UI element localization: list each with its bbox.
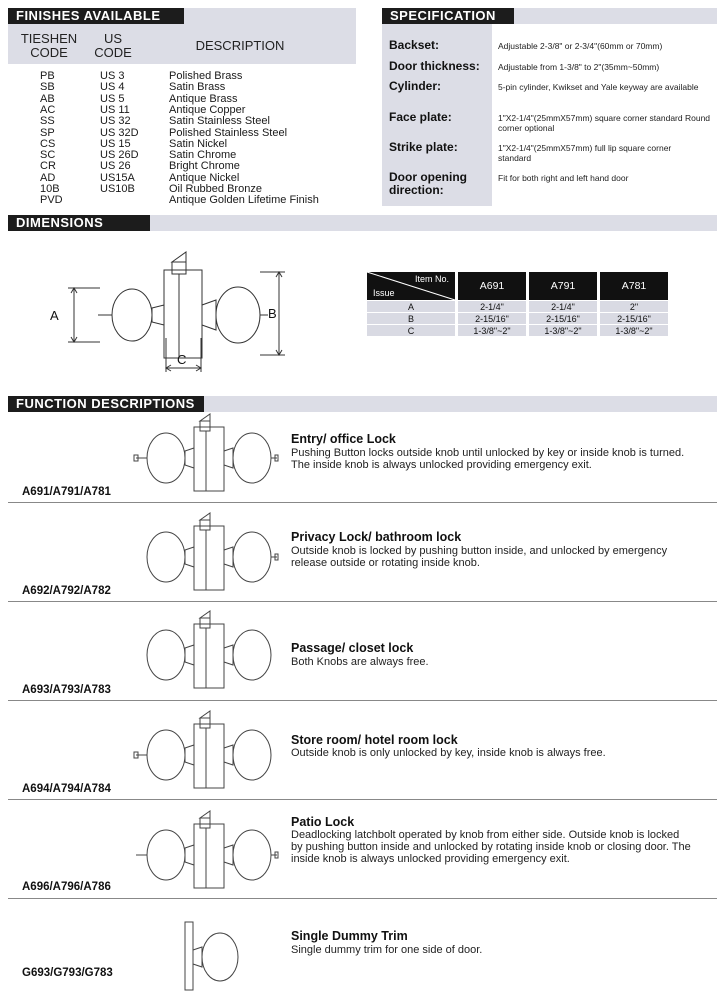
finish-tieshen-code: SP (40, 126, 55, 139)
function-separator (8, 799, 717, 800)
function-description: Both Knobs are always free. (291, 656, 429, 668)
function-description: Outside knob is locked by pushing button inside, and unlocked by emergency release outside or rotating inside knob. (291, 545, 668, 569)
finish-description: Antique Brass (169, 92, 238, 105)
spec-value-face-plate: 1"X2-1/4"(25mmX57mm) square corner standard Round corner optional (498, 113, 711, 133)
finishes-header: FINISHES AVAILABLE (8, 8, 184, 24)
function-title: Single Dummy Trim (291, 929, 408, 943)
dimension-row-b: B 2-15/16" 2-15/16" 2-15/16" (367, 313, 668, 325)
finish-tieshen-code: CR (40, 160, 56, 173)
finish-description: Antique Nickel (169, 171, 240, 184)
spec-value-door-opening: Fit for both right and left hand door (498, 173, 629, 183)
lock-drawing-dummy (130, 912, 280, 1002)
finish-description: Polished Stainless Steel (169, 126, 288, 139)
dimension-table-corner (367, 272, 457, 301)
spec-value-backset: Adjustable 2-3/8" or 2-3/4"(60mm or 70mm) (498, 41, 663, 51)
finish-us-code: US 3 (100, 70, 125, 82)
dimension-row-a: A 2-1/4" 2-1/4" 2" (367, 301, 668, 313)
spec-value-strike-plate: 1"X2-1/4"(25mmX57mm) full lip square corner standard (498, 143, 672, 163)
function-title: Store room/ hotel room lock (291, 733, 458, 747)
col-header-us-code: US CODE (94, 31, 132, 60)
finish-us-code: US 11 (100, 103, 130, 116)
finish-tieshen-code: AC (40, 103, 56, 116)
finish-description: Satin Brass (169, 81, 226, 94)
dimensions-header-band (150, 215, 717, 231)
function-model-numbers: A696/A796/A786 (22, 881, 111, 893)
spec-value-cylinder: 5-pin cylinder, Kwikset and Yale keyway are available (498, 82, 699, 92)
corner-label-issue: Issue (373, 288, 395, 298)
specification-header-band (514, 8, 717, 24)
finish-description: Satin Stainless Steel (169, 115, 270, 128)
function-title: Privacy Lock/ bathroom lock (291, 530, 462, 544)
finish-us-code: US 32D (100, 126, 139, 139)
spec-label-face-plate: Face plate: (389, 110, 452, 124)
finish-tieshen-code: AD (40, 171, 56, 184)
dimension-col-a781: A781 (599, 272, 669, 301)
finish-row (0, 195, 360, 206)
function-model-numbers: G693/G793/G783 (22, 967, 113, 979)
finish-tieshen-code: PVD (40, 194, 63, 207)
lock-drawing-passage (130, 610, 280, 700)
dimension-table (367, 272, 668, 337)
finish-tieshen-code: AB (40, 92, 55, 105)
finish-us-code: US10B (100, 183, 135, 195)
finish-description: Oil Rubbed Bronze (169, 183, 262, 195)
function-model-numbers: A693/A793/A783 (22, 684, 111, 696)
spec-value-door-thickness: Adjustable from 1-3/8" to 2"(35mm~50mm) (498, 62, 660, 72)
finish-us-code: US 26D (100, 149, 139, 162)
finishes-header-band (184, 8, 356, 24)
dimension-label-b: B (268, 306, 277, 321)
function-model-numbers: A691/A791/A781 (22, 486, 111, 498)
function-separator (8, 700, 717, 701)
lock-drawing-patio (130, 810, 280, 900)
function-description: Deadlocking latchbolt operated by knob from either side. Outside knob is locked by pushing button inside and unlocked by rotating inside knob or closing door. The inside knob is always unlocked providing emergency exit. (291, 829, 691, 865)
spec-label-backset: Backset: (389, 38, 440, 52)
lock-drawing-entry (130, 413, 280, 503)
spec-label-cylinder: Cylinder: (389, 79, 442, 93)
finish-tieshen-code: PB (40, 70, 55, 82)
finish-description: Antique Golden Lifetime Finish (169, 194, 319, 207)
function-separator (8, 601, 717, 602)
dimension-label-c: C (177, 352, 187, 367)
knob-dimension-drawing (50, 240, 300, 380)
spec-label-door-opening: Door opening direction: (389, 170, 467, 197)
finish-description: Antique Copper (169, 103, 246, 116)
function-description: Pushing Button locks outside knob until unlocked by key or inside knob is turned. The inside knob is always unlocked providing emergency exit. (291, 447, 685, 471)
finish-tieshen-code: SB (40, 81, 55, 94)
function-description: Single dummy trim for one side of door. (291, 944, 483, 956)
finish-us-code: US15A (100, 171, 135, 184)
function-model-numbers: A692/A792/A782 (22, 585, 111, 597)
finish-us-code: US 32 (100, 115, 131, 128)
finish-us-code: US 26 (100, 160, 131, 173)
functions-header: FUNCTION DESCRIPTIONS (8, 396, 204, 412)
finish-row (0, 94, 360, 105)
finish-tieshen-code: SS (40, 115, 55, 128)
function-separator (8, 898, 717, 899)
finish-description: Satin Nickel (169, 137, 228, 150)
lock-drawing-privacy (130, 512, 280, 602)
dimension-row-c: C 1-3/8"~2" 1-3/8"~2" 1-3/8"~2" (367, 325, 668, 337)
finish-row (0, 116, 360, 127)
finish-tieshen-code: CS (40, 137, 56, 150)
spec-label-strike-plate: Strike plate: (389, 140, 458, 154)
finish-row (0, 82, 360, 93)
dimensions-header: DIMENSIONS (8, 215, 150, 231)
finish-row (0, 161, 360, 172)
function-title: Passage/ closet lock (291, 641, 414, 655)
finish-description: Polished Brass (169, 70, 243, 82)
specification-header: SPECIFICATION (382, 8, 514, 24)
finish-row (0, 128, 360, 139)
finish-tieshen-code: 10B (40, 183, 60, 195)
dimension-col-a691: A691 (457, 272, 528, 301)
finish-description: Satin Chrome (169, 149, 237, 162)
finish-us-code: US 5 (100, 92, 125, 105)
function-model-numbers: A694/A794/A784 (22, 783, 111, 795)
function-separator (8, 502, 717, 503)
finish-description: Bright Chrome (169, 160, 240, 173)
corner-label-item-no: Item No. (414, 274, 449, 284)
finish-us-code: US 4 (100, 81, 125, 94)
dimension-col-a791: A791 (528, 272, 599, 301)
finish-us-code: US 15 (100, 137, 131, 150)
col-header-tieshen-code: TIESHEN CODE (20, 31, 78, 60)
col-header-description: DESCRIPTION (195, 38, 285, 53)
functions-header-band (204, 396, 717, 412)
function-description: Outside knob is only unlocked by key, inside knob is always free. (291, 747, 606, 759)
dimension-label-a: A (50, 308, 59, 323)
function-title: Entry/ office Lock (291, 432, 396, 446)
spec-label-door-thickness: Door thickness: (389, 59, 480, 73)
function-title: Patio Lock (291, 815, 355, 829)
finish-tieshen-code: SC (40, 149, 56, 162)
lock-drawing-store (130, 710, 280, 800)
